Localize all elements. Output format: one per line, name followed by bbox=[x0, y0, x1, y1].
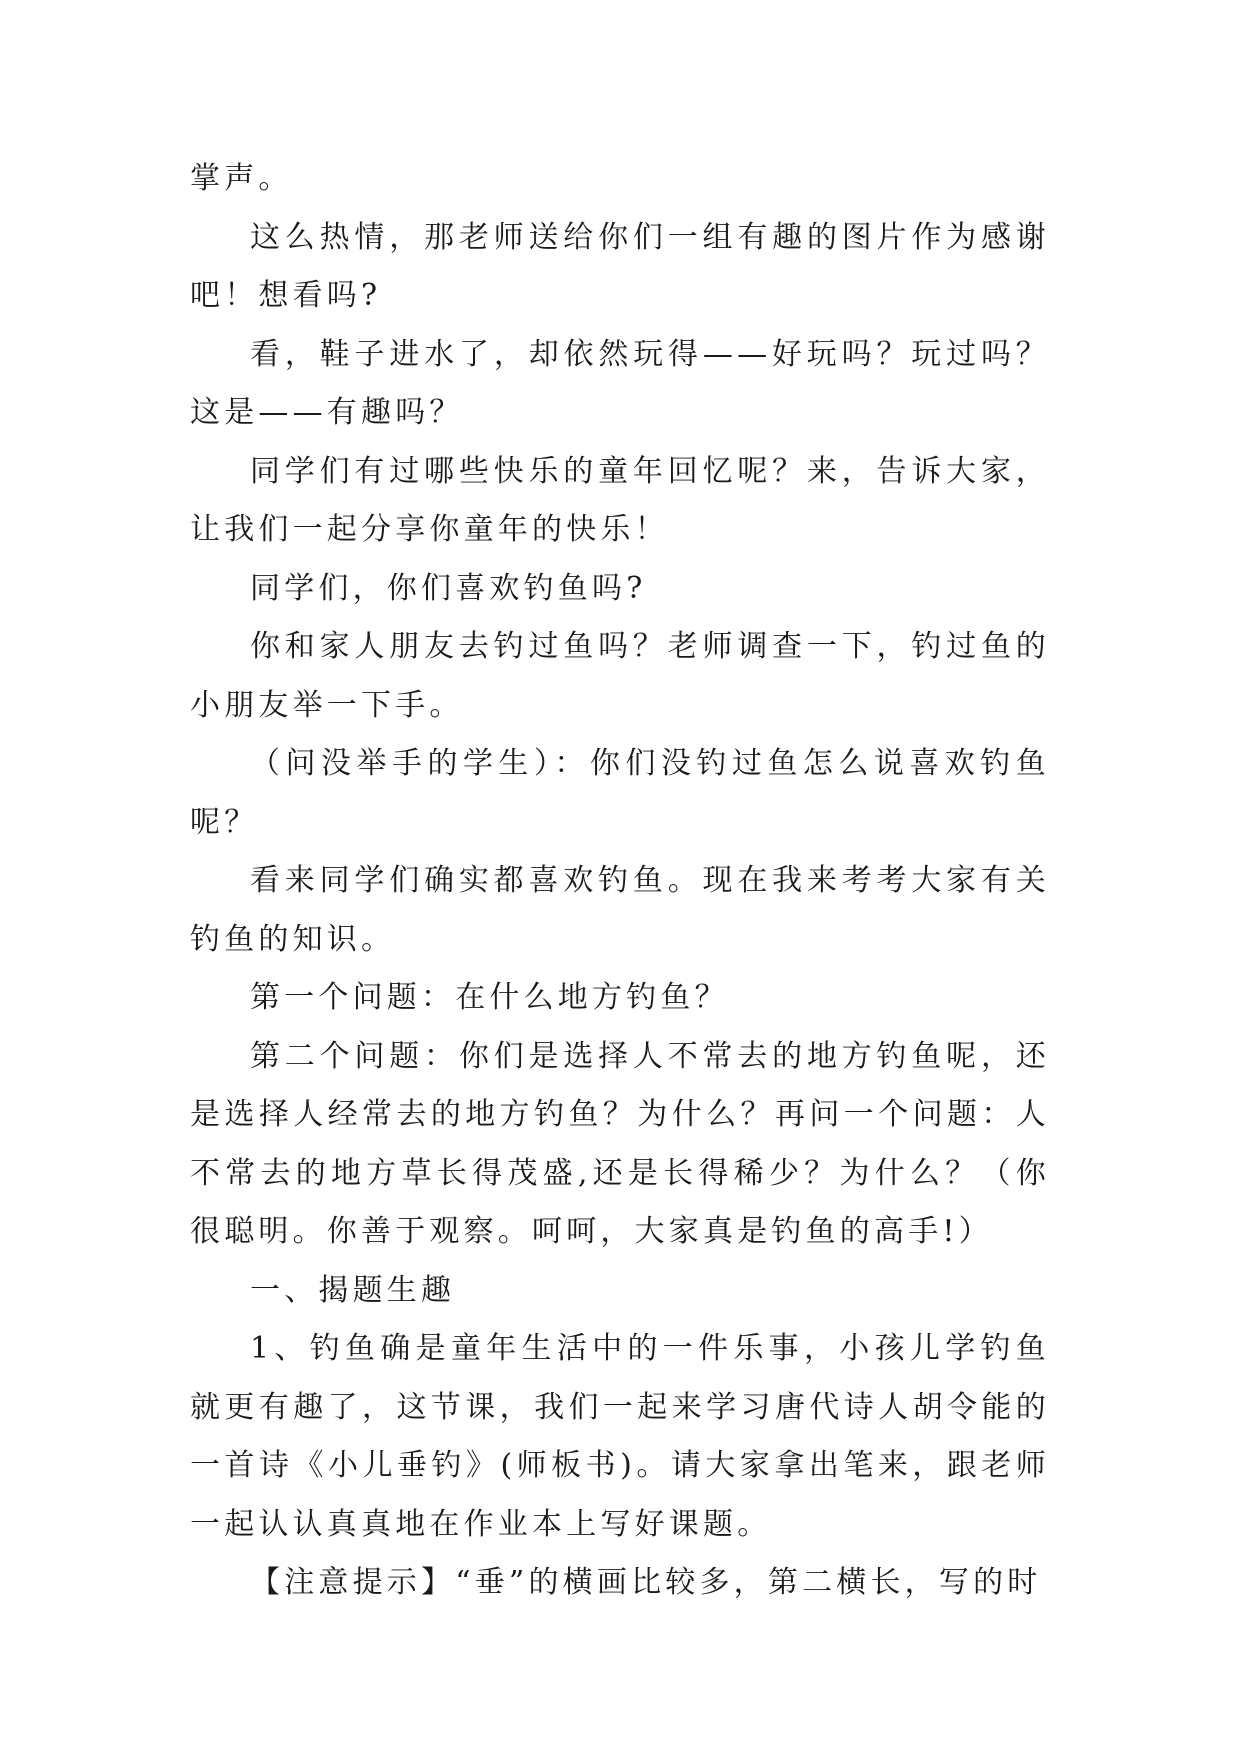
paragraph: 【注意提示】“垂”的横画比较多，第二横长，写的时 bbox=[250, 1565, 1042, 1600]
paragraph: （问没举手的学生）：你们没钓过鱼怎么说喜欢钓鱼呢？ bbox=[190, 746, 1050, 840]
section-heading: 一、揭题生趣 bbox=[250, 1272, 456, 1308]
paragraph: 同学们有过哪些快乐的童年回忆呢？来，告诉大家，让我们一起分享你童年的快乐！ bbox=[190, 453, 1050, 547]
paragraph: 这么热情，那老师送给你们一组有趣的图片作为感谢吧！想看吗? bbox=[190, 219, 1050, 313]
paragraph: 看，鞋子进水了，却依然玩得——好玩吗？玩过吗？这是——有趣吗？ bbox=[190, 336, 1050, 430]
paragraph: 第二个问题：你们是选择人不常去的地方钓鱼呢，还是选择人经常去的地方钓鱼？为什么？再问一个问题：人不常去的地方草长得茂盛,还是长得稀少？为什么？（你很聪明。你善于观察。呵呵，大家真是钓鱼的高手!） bbox=[190, 1038, 1050, 1249]
document-page bbox=[190, 150, 1050, 1613]
paragraph-continuation: 掌声。 bbox=[190, 161, 293, 196]
paragraph: 第一个问题：在什么地方钓鱼？ bbox=[250, 980, 729, 1015]
paragraph: 1、钓鱼确是童年生活中的一件乐事，小孩儿学钓鱼就更有趣了，这节课，我们一起来学习唐代诗人胡令能的一首诗《小儿垂钓》(师板书)。请大家拿出笔来，跟老师一起认认真真地在作业本上写好课题。 bbox=[190, 1331, 1050, 1542]
paragraph: 同学们，你们喜欢钓鱼吗? bbox=[250, 570, 647, 606]
paragraph: 看来同学们确实都喜欢钓鱼。现在我来考考大家有关钓鱼的知识。 bbox=[190, 863, 1050, 957]
paragraph: 你和家人朋友去钓过鱼吗？老师调查一下，钓过鱼的小朋友举一下手。 bbox=[190, 629, 1050, 723]
